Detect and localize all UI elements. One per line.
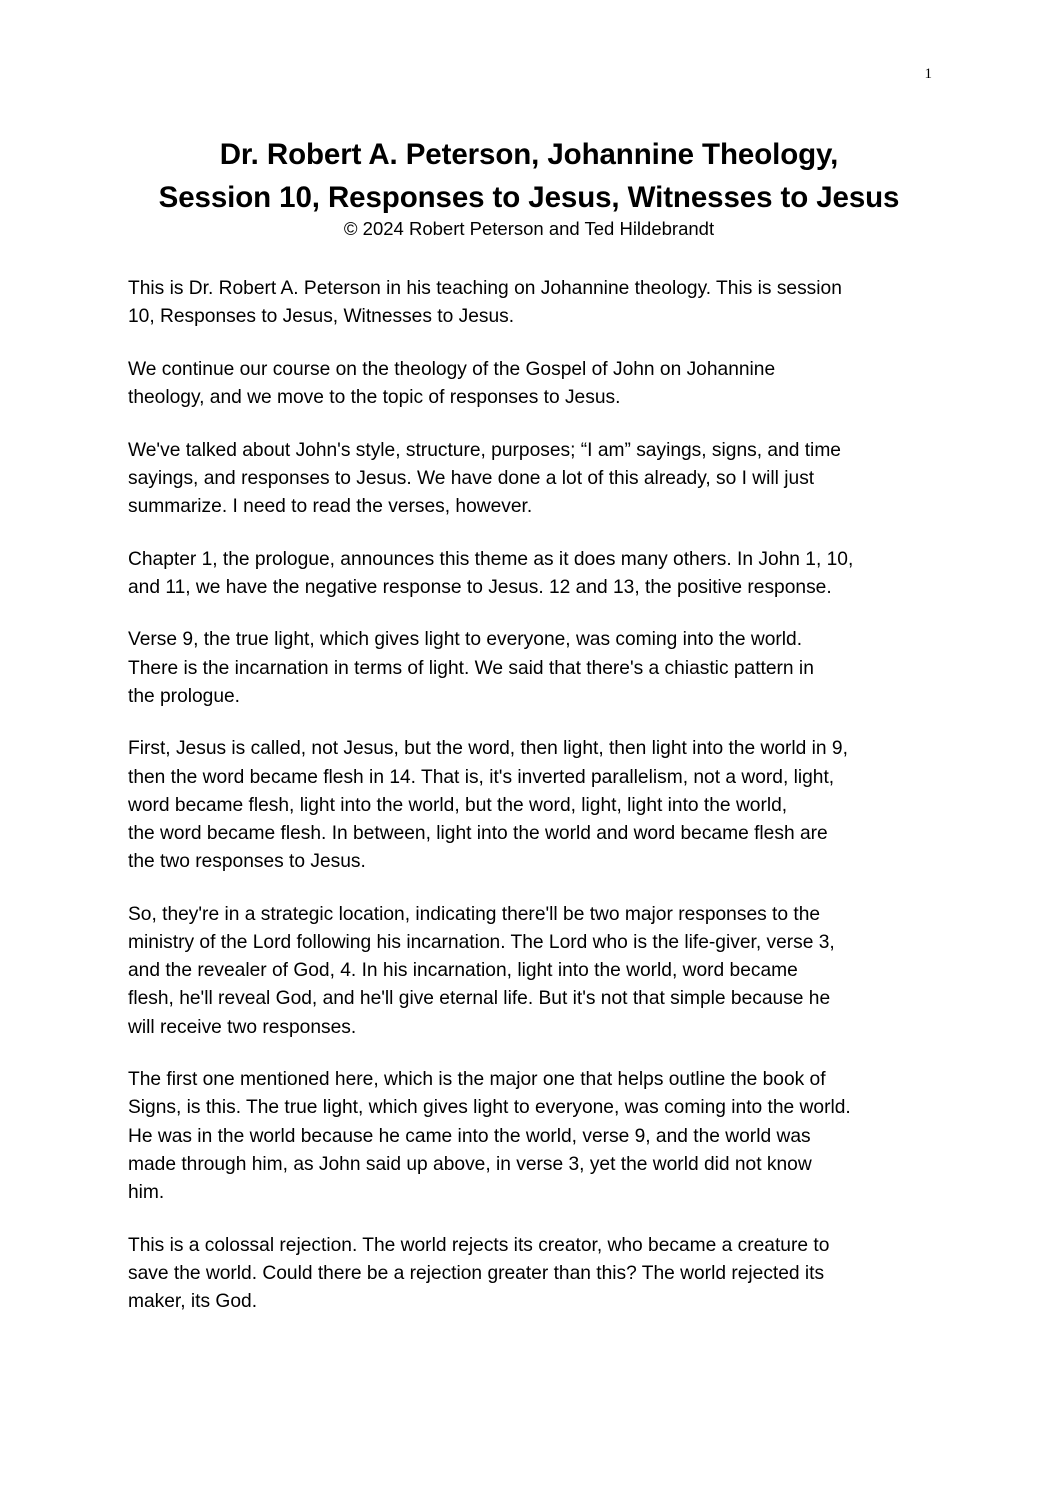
paragraph (128, 1232, 948, 1317)
text-line: So, they're in a strategic location, indicating there'll be two major responses to the (128, 903, 821, 925)
text-line: We've talked about John's style, structure, purposes; “I am” sayings, signs, and time (128, 439, 841, 461)
text-line: ministry of the Lord following his incarnation. The Lord who is the life-giver, verse 3, (128, 932, 835, 953)
text-line: him. (128, 1182, 165, 1204)
paragraph (128, 901, 948, 1042)
text-line: the two responses to Jesus. (128, 851, 366, 873)
paragraph (128, 735, 948, 876)
text-line: and 11, we have the negative response to Jesus. 12 and 13, the positive response. (128, 576, 832, 598)
text-line: This is Dr. Robert A. Peterson in his teaching on Johannine theology. This is session (128, 278, 842, 299)
text-line: made through him, as John said up above, in verse 3, yet the world did not know (128, 1153, 812, 1175)
document-header (0, 133, 1058, 241)
text-line: flesh, he'll reveal God, and he'll give eternal life. But it's not that simple because he (128, 988, 831, 1010)
text-line: sayings, and responses to Jesus. We have done a lot of this already, so I will just (128, 467, 815, 489)
text-line: First, Jesus is called, not Jesus, but the word, then light, then light into the world in 9, (128, 738, 848, 760)
text-line: Signs, is this. The true light, which gives light to everyone, was coming into the world. (128, 1097, 851, 1119)
text-line: then the word became flesh in 14. That is, it's inverted parallelism, not a word, light, (128, 766, 835, 788)
paragraph (128, 546, 948, 602)
paragraph (128, 1066, 948, 1207)
text-line: 10, Responses to Jesus, Witnesses to Jesus. (128, 306, 515, 328)
page-number: 1 (924, 66, 932, 82)
paragraph (128, 356, 948, 412)
text-line: We continue our course on the theology of the Gospel of John on Johannine (128, 358, 776, 380)
text-line: This is a colossal rejection. The world rejects its creator, who became a creature to (128, 1234, 830, 1256)
text-line: maker, its God. (128, 1291, 258, 1313)
text-line: summarize. I need to read the verses, however. (128, 496, 533, 517)
text-line: Chapter 1, the prologue, announces this theme as it does many others. In John 1, 10, (128, 548, 854, 570)
text-line: and the revealer of God, 4. In his incarnation, light into the world, word became (128, 960, 798, 982)
document-title-line-2: Session 10, Responses to Jesus, Witnesses to Jesus (158, 181, 900, 214)
paragraph (128, 275, 948, 331)
paragraph (128, 437, 948, 522)
text-line: word became flesh, light into the world, but the word, light, light into the world, (128, 794, 788, 816)
text-line: Verse 9, the true light, which gives light to everyone, was coming into the world. (128, 629, 803, 651)
text-line: the prologue. (128, 685, 241, 707)
text-line: He was in the world because he came into the world, verse 9, and the world was (128, 1125, 811, 1147)
text-line: save the world. Could there be a rejection greater than this? The world rejected its (128, 1262, 825, 1284)
document-title-line-1: Dr. Robert A. Peterson, Johannine Theology, (219, 138, 839, 171)
text-line: The first one mentioned here, which is the major one that helps outline the book of (128, 1069, 826, 1091)
text-line: will receive two responses. (128, 1016, 357, 1038)
document-body (128, 275, 948, 1341)
text-line: the word became flesh. In between, light into the world and word became flesh are (128, 823, 828, 844)
text-line: There is the incarnation in terms of light. We said that there's a chiastic pattern in (128, 657, 814, 679)
text-line: theology, and we move to the topic of responses to Jesus. (128, 387, 621, 408)
copyright-notice: © 2024 Robert Peterson and Ted Hildebrandt (343, 218, 715, 239)
paragraph (128, 626, 948, 711)
